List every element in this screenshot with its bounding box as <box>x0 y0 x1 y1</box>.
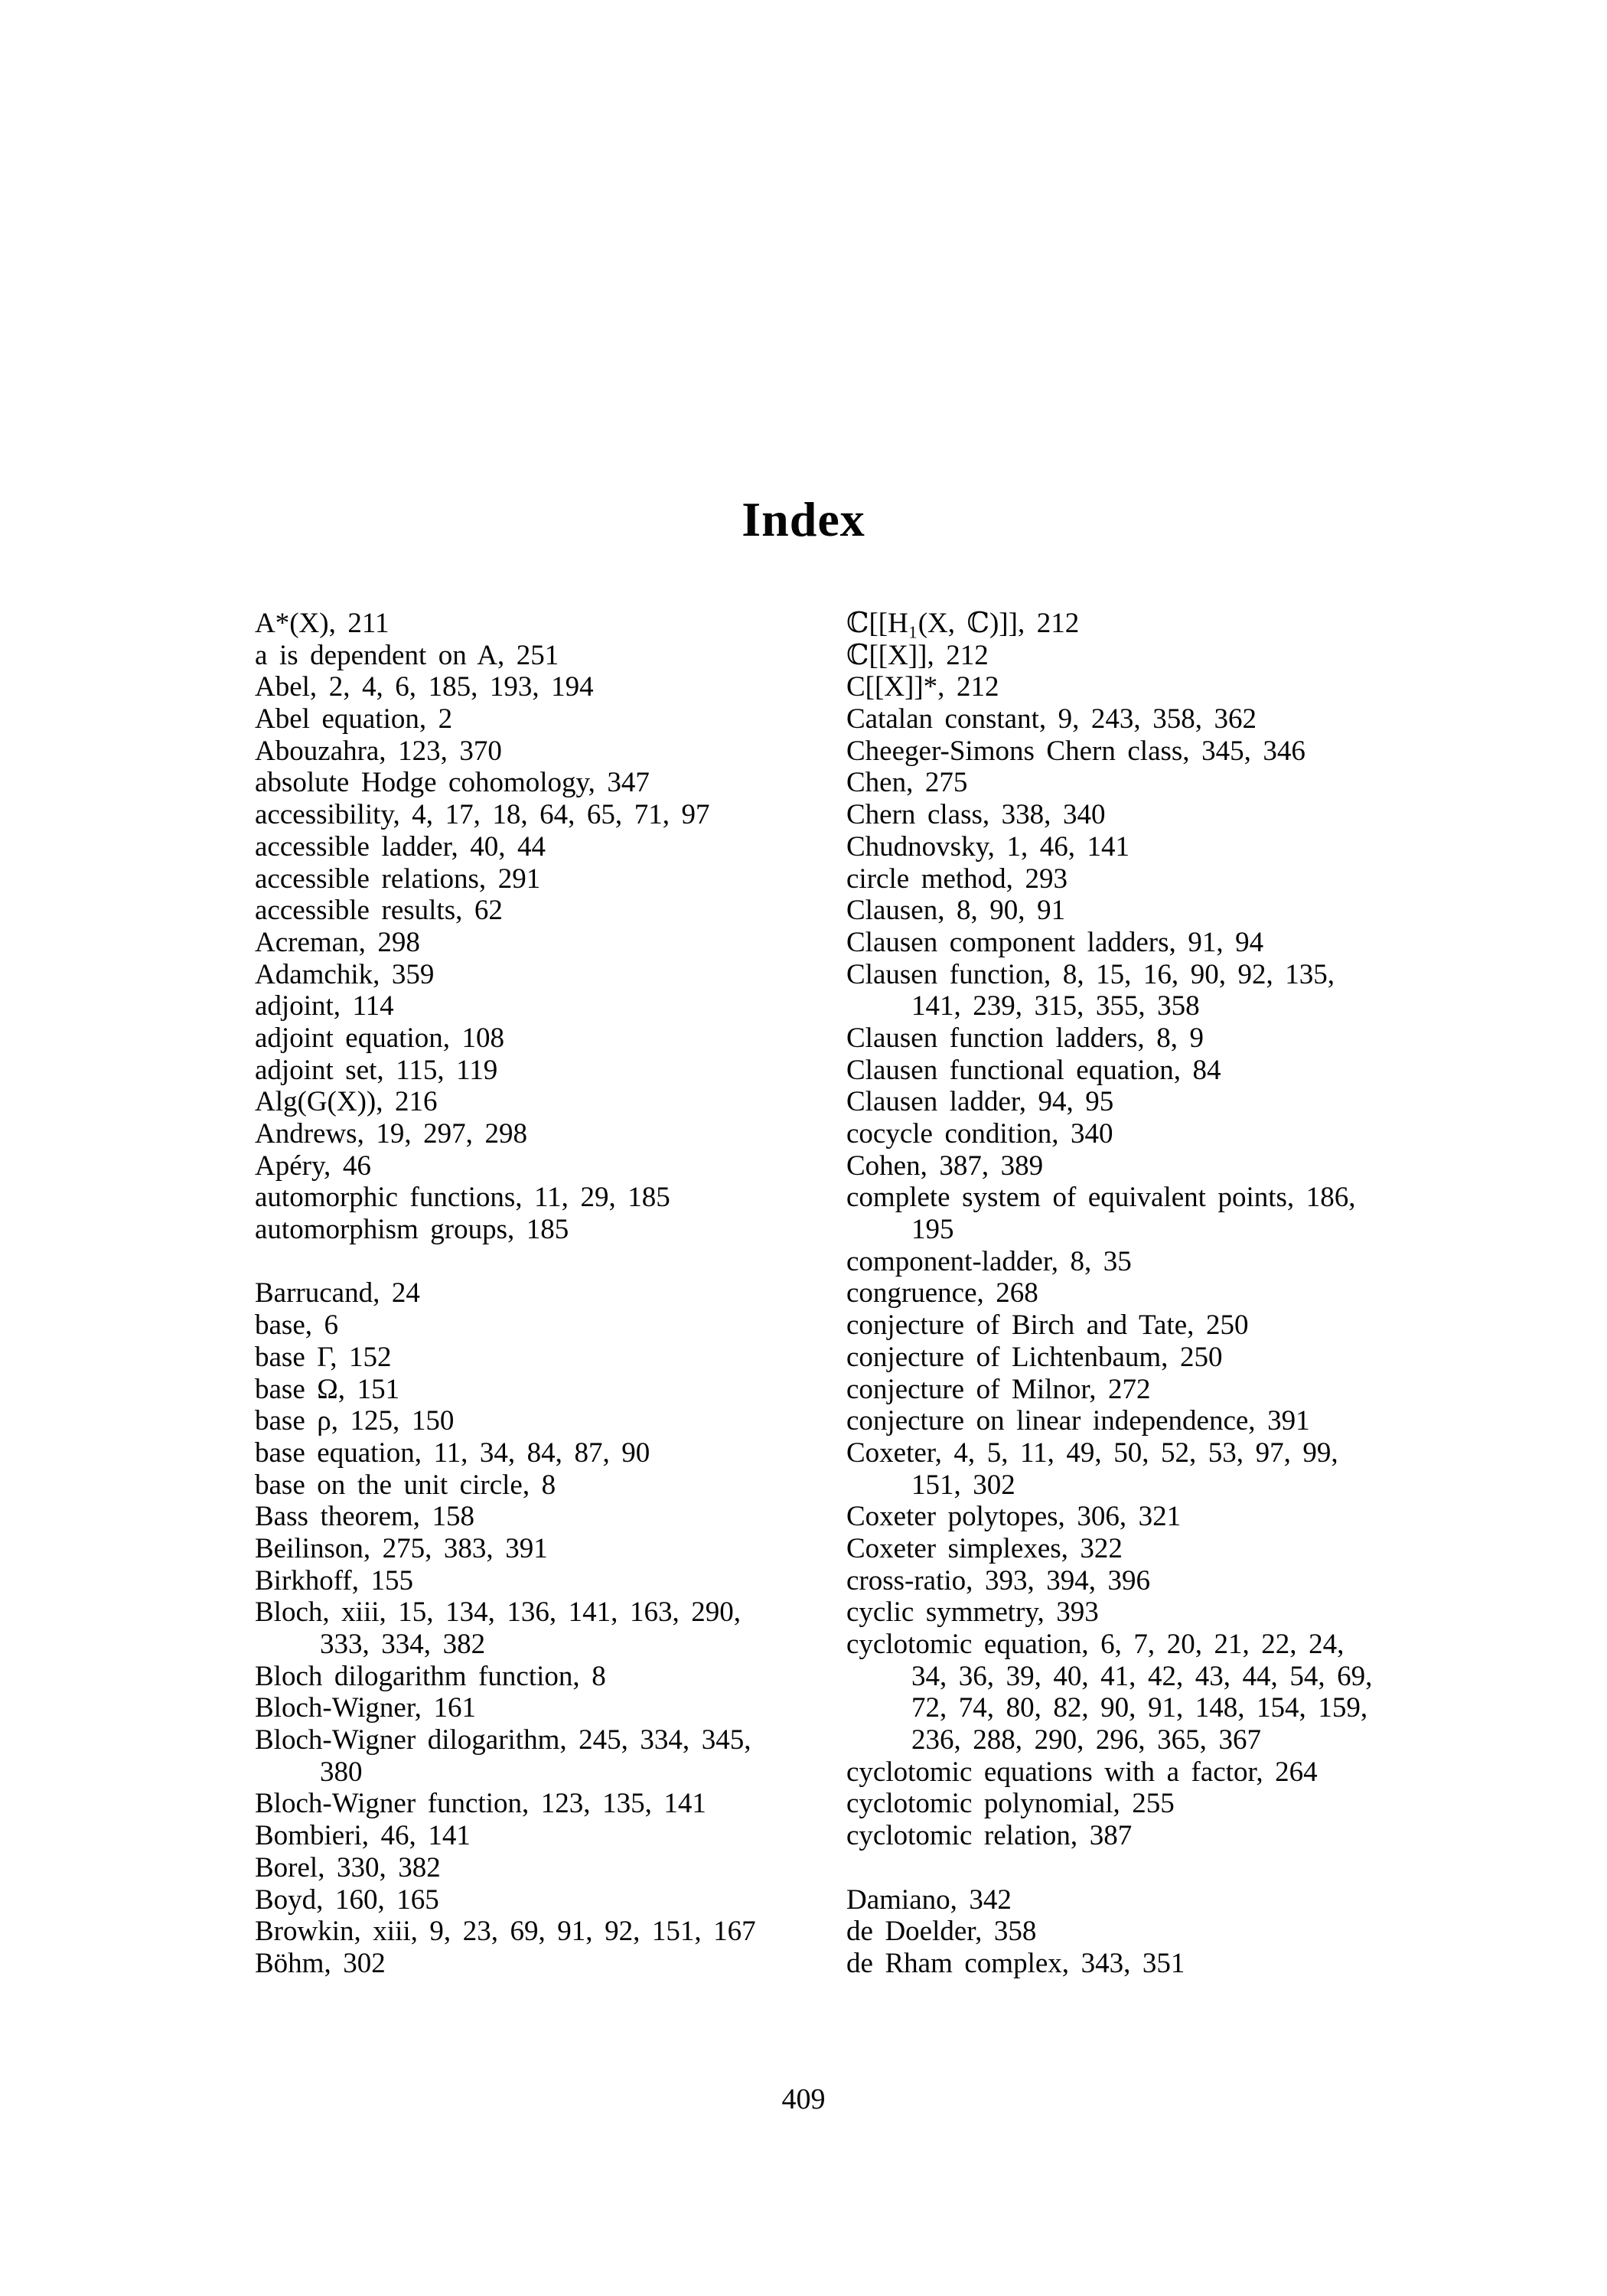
index-entry: Bloch-Wigner dilogarithm, 245, 334, 345, <box>255 1724 751 1756</box>
index-entry: A*(X), 211 <box>255 608 390 639</box>
index-entry: Chen, 275 <box>846 767 968 799</box>
index-entry: Boyd, 160, 165 <box>255 1883 439 1916</box>
index-entry: C[[X]]*, 212 <box>846 671 999 703</box>
index-entry: Beilinson, 275, 383, 391 <box>255 1532 548 1564</box>
index-entry: Browkin, xiii, 9, 23, 69, 91, 92, 151, 167 <box>255 1916 756 1948</box>
index-entry: cyclotomic equations with a factor, 264 <box>846 1756 1318 1788</box>
index-entry: cyclotomic equation, 6, 7, 20, 21, 22, 24, <box>846 1629 1345 1660</box>
index-entry: circle method, 293 <box>846 863 1068 895</box>
index-entry: conjecture of Lichtenbaum, 250 <box>846 1341 1223 1373</box>
index-entry: Bloch, xiii, 15, 134, 136, 141, 163, 290, <box>255 1596 742 1629</box>
index-entry: cyclotomic relation, 387 <box>846 1820 1133 1852</box>
index-entry: conjecture on linear independence, 391 <box>846 1405 1310 1437</box>
index-entry: adjoint equation, 108 <box>255 1022 504 1054</box>
index-entry: ℂ[[H₁(X, ℂ)]], 212 <box>846 608 1080 639</box>
index-entry: Alg(G(X)), 216 <box>255 1086 438 1118</box>
index-entry: Clausen function ladders, 8, 9 <box>846 1022 1204 1054</box>
index-entry: Acreman, 298 <box>255 926 420 958</box>
page-number: 409 <box>781 2083 826 2115</box>
index-entry: Clausen component ladders, 91, 94 <box>846 926 1264 958</box>
index-entry: absolute Hodge cohomology, 347 <box>255 767 650 799</box>
index-entry: Clausen ladder, 94, 95 <box>846 1086 1114 1118</box>
index-entry: accessible results, 62 <box>255 895 503 927</box>
index-entry: Catalan constant, 9, 243, 358, 362 <box>846 703 1257 735</box>
index-entry: Birkhoff, 155 <box>255 1564 414 1596</box>
index-entry: Andrews, 19, 297, 298 <box>255 1118 527 1150</box>
page-title: Index <box>742 492 865 546</box>
index-entry: Borel, 330, 382 <box>255 1851 441 1883</box>
index-entry: Clausen, 8, 90, 91 <box>846 895 1066 927</box>
index-entry: Bombieri, 46, 141 <box>255 1820 471 1852</box>
index-entry: Clausen functional equation, 84 <box>846 1054 1221 1086</box>
index-entry: base equation, 11, 34, 84, 87, 90 <box>255 1437 650 1469</box>
index-entry: base on the unit circle, 8 <box>255 1469 556 1501</box>
index-entry: Clausen function, 8, 15, 16, 90, 92, 135, <box>846 958 1335 990</box>
index-entry: cyclotomic polynomial, 255 <box>846 1788 1175 1820</box>
index-entry: Coxeter polytopes, 306, 321 <box>846 1501 1182 1533</box>
index-entry: de Rham complex, 343, 351 <box>846 1947 1185 1979</box>
index-entry: Chern class, 338, 340 <box>846 799 1106 831</box>
index-column-right <box>846 608 1443 1980</box>
index-entry: Chudnovsky, 1, 46, 141 <box>846 830 1130 863</box>
index-entry: complete system of equivalent points, 186, <box>846 1182 1356 1214</box>
index-entry: Bloch-Wigner function, 123, 135, 141 <box>255 1788 706 1820</box>
index-column-left <box>255 608 783 1980</box>
index-entry: ℂ[[X]], 212 <box>846 639 989 671</box>
index-entry: adjoint, 114 <box>255 990 394 1022</box>
index-entry-continuation: 141, 239, 315, 355, 358 <box>911 990 1200 1022</box>
index-entry: automorphism groups, 185 <box>255 1214 569 1246</box>
index-entry: Abouzahra, 123, 370 <box>255 735 502 767</box>
index-entry-continuation: 333, 334, 382 <box>320 1629 486 1660</box>
index-entry-continuation: 236, 288, 290, 296, 365, 367 <box>911 1724 1261 1756</box>
index-entry: Cohen, 387, 389 <box>846 1150 1044 1182</box>
index-entry: Bloch-Wigner, 161 <box>255 1692 476 1724</box>
index-entry: Damiano, 342 <box>846 1883 1012 1916</box>
index-entry: base, 6 <box>255 1309 339 1342</box>
index-entry: base Ω, 151 <box>255 1373 400 1405</box>
index-entry: accessible relations, 291 <box>255 863 541 895</box>
index-entry: cocycle condition, 340 <box>846 1118 1113 1150</box>
index-entry-continuation: 195 <box>911 1214 954 1246</box>
index-entry: adjoint set, 115, 119 <box>255 1054 498 1086</box>
index-entry: Adamchik, 359 <box>255 958 435 990</box>
index-entry: accessible ladder, 40, 44 <box>255 830 546 863</box>
index-entry: base ρ, 125, 150 <box>255 1405 455 1437</box>
index-entry: Bass theorem, 158 <box>255 1501 474 1533</box>
index-entry: Cheeger-Simons Chern class, 345, 346 <box>846 735 1305 767</box>
index-entry: de Doelder, 358 <box>846 1916 1037 1948</box>
index-section-gap <box>255 1246 783 1278</box>
index-entry: base Γ, 152 <box>255 1341 392 1373</box>
index-entry: a is dependent on A, 251 <box>255 639 559 671</box>
index-entry: Abel, 2, 4, 6, 185, 193, 194 <box>255 671 594 703</box>
index-entry: conjecture of Milnor, 272 <box>846 1373 1151 1405</box>
index-entry: cross-ratio, 393, 394, 396 <box>846 1564 1151 1596</box>
index-entry: automorphic functions, 11, 29, 185 <box>255 1182 670 1214</box>
index-entry: cyclic symmetry, 393 <box>846 1596 1099 1629</box>
index-section-gap <box>846 1852 1443 1884</box>
index-entry: Coxeter simplexes, 322 <box>846 1532 1123 1564</box>
index-entry: Böhm, 302 <box>255 1947 386 1979</box>
index-entry: conjecture of Birch and Tate, 250 <box>846 1309 1249 1342</box>
index-entry: Barrucand, 24 <box>255 1277 420 1309</box>
index-entry: Abel equation, 2 <box>255 703 453 735</box>
index-entry-continuation: 34, 36, 39, 40, 41, 42, 43, 44, 54, 69, <box>911 1660 1373 1692</box>
index-entry: component-ladder, 8, 35 <box>846 1245 1132 1277</box>
index-entry: accessibility, 4, 17, 18, 64, 65, 71, 97 <box>255 799 710 831</box>
index-entry: Bloch dilogarithm function, 8 <box>255 1660 606 1692</box>
index-entry: Coxeter, 4, 5, 11, 49, 50, 52, 53, 97, 99, <box>846 1437 1338 1469</box>
index-entry: congruence, 268 <box>846 1277 1038 1309</box>
index-entry: Apéry, 46 <box>255 1150 371 1182</box>
index-entry-continuation: 72, 74, 80, 82, 90, 91, 148, 154, 159, <box>911 1692 1368 1724</box>
index-entry-continuation: 151, 302 <box>911 1469 1015 1501</box>
index-entry-continuation: 380 <box>320 1756 363 1788</box>
